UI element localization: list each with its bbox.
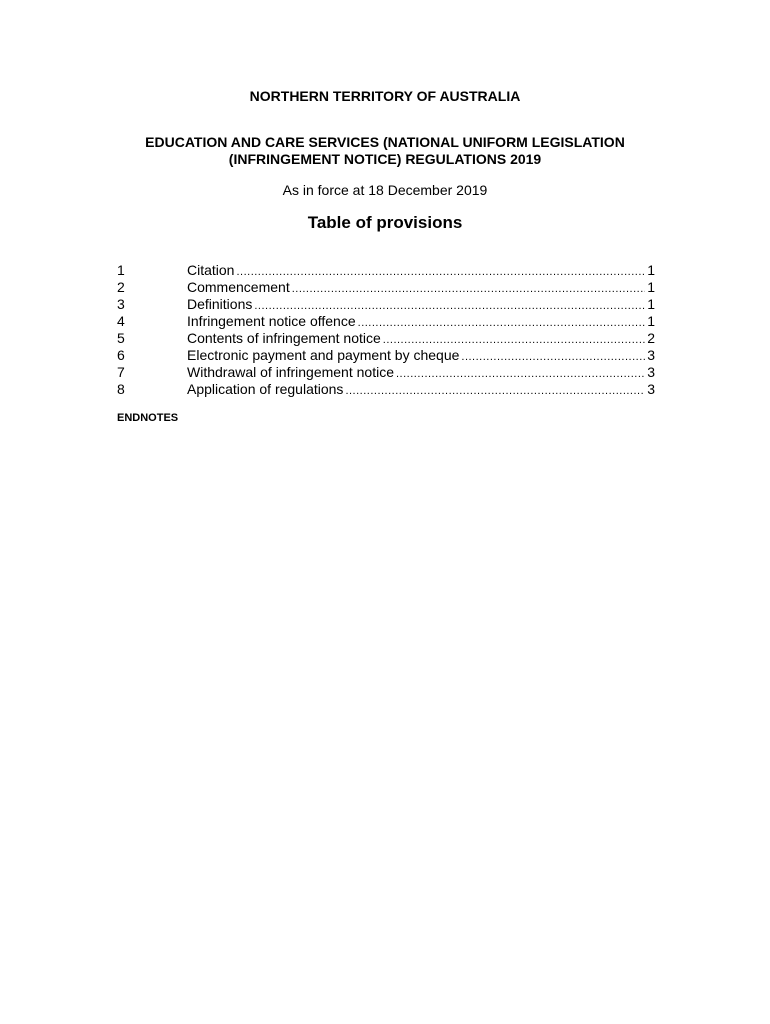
toc-item-label[interactable]: Definitions [187, 296, 253, 312]
toc-item-number: 5 [117, 330, 125, 346]
toc-item-number: 6 [117, 347, 125, 363]
jurisdiction-heading: NORTHERN TERRITORY OF AUSTRALIA [249, 88, 521, 104]
toc-item-label[interactable]: Citation [187, 262, 235, 278]
toc-item-number: 4 [117, 313, 125, 329]
table-of-provisions [117, 262, 655, 398]
toc-item-label[interactable]: Infringement notice offence [187, 313, 356, 329]
regulation-title [0, 134, 770, 168]
toc-item-label[interactable]: Application of regulations [187, 381, 344, 397]
toc-item-page[interactable]: 3 [647, 364, 655, 380]
toc-heading: Table of provisions [307, 213, 463, 232]
toc-item-number: 3 [117, 296, 125, 312]
toc-item-label[interactable]: Withdrawal of infringement notice [187, 364, 394, 380]
toc-item-label[interactable]: Contents of infringement notice [187, 330, 381, 346]
toc-item-page[interactable]: 1 [647, 262, 655, 278]
toc-item-page[interactable]: 1 [647, 313, 655, 329]
toc-item-definitions[interactable] [117, 296, 655, 313]
toc-item-number: 2 [117, 279, 125, 295]
toc-item-entry [187, 381, 655, 400]
toc-item-page[interactable]: 1 [647, 296, 655, 312]
regulation-title-line-2: (INFRINGEMENT NOTICE) REGULATIONS 2019 [228, 151, 542, 167]
toc-item-application-of-regulations[interactable] [117, 381, 655, 398]
toc-item-page[interactable]: 3 [647, 381, 655, 397]
endnotes-heading[interactable]: ENDNOTES [117, 412, 179, 424]
toc-item-number: 7 [117, 364, 125, 380]
toc-item-number: 8 [117, 381, 125, 397]
toc-item-commencement[interactable] [117, 279, 655, 296]
in-force-date: As in force at 18 December 2019 [282, 182, 488, 198]
toc-item-label[interactable]: Commencement [187, 279, 290, 295]
toc-item-page[interactable]: 1 [647, 279, 655, 295]
toc-item-citation[interactable] [117, 262, 655, 279]
toc-item-electronic-payment[interactable] [117, 347, 655, 364]
toc-item-label[interactable]: Electronic payment and payment by cheque [187, 347, 460, 363]
toc-item-withdrawal-of-infringement-notice[interactable] [117, 364, 655, 381]
toc-item-infringement-notice-offence[interactable] [117, 313, 655, 330]
toc-item-number: 1 [117, 262, 125, 278]
toc-dot-leader [345, 383, 645, 400]
toc-item-contents-of-infringement-notice[interactable] [117, 330, 655, 347]
regulation-title-line-1: EDUCATION AND CARE SERVICES (NATIONAL UNIFORM LEGISLATION [145, 134, 625, 150]
toc-item-page[interactable]: 2 [647, 330, 655, 346]
toc-item-page[interactable]: 3 [647, 347, 655, 363]
